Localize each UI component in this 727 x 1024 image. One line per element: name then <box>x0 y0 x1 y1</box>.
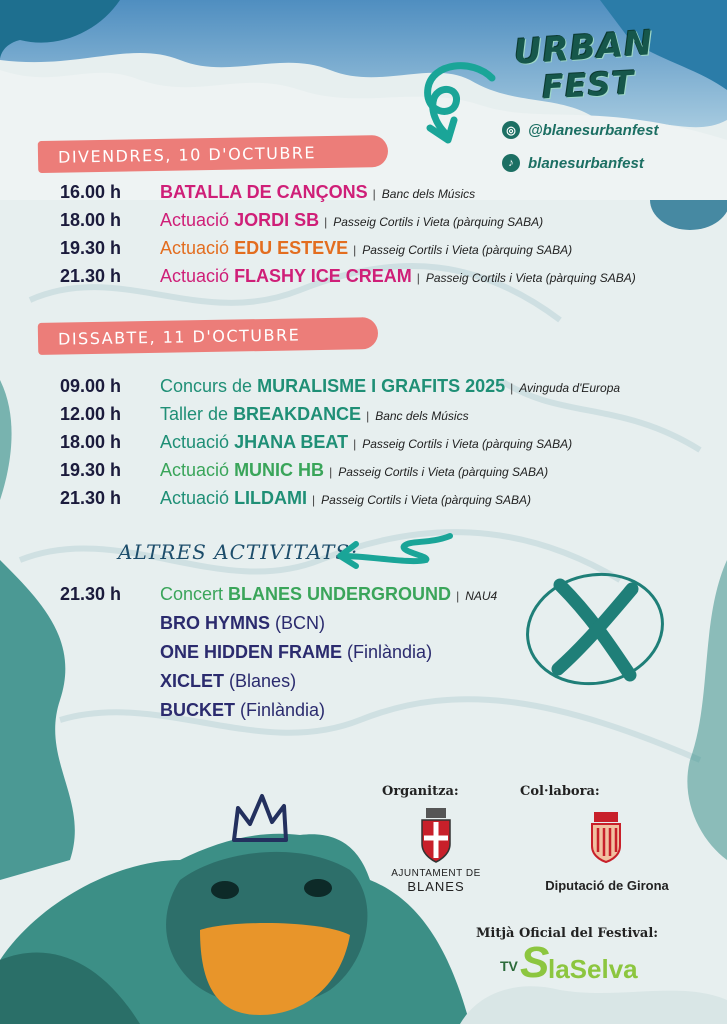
band-origin: (BCN) <box>275 613 326 633</box>
logo-line-2: FEST <box>541 63 636 107</box>
tv-name: laSelva <box>548 954 638 984</box>
event-time: 19.30 h <box>60 238 122 258</box>
other-event-row <box>60 584 497 608</box>
event-activity <box>160 432 348 453</box>
day2-event-row <box>60 460 548 484</box>
left-arrow-icon <box>330 530 460 570</box>
diputacio-girona-shield-icon <box>588 812 624 864</box>
separator: | <box>329 465 333 479</box>
band-item <box>160 613 325 634</box>
event-venue: NAU4 <box>465 589 498 603</box>
logo-line-1: URBAN <box>512 23 655 73</box>
instagram-handle[interactable] <box>502 121 659 139</box>
day1-title: DIVENDRES, 10 D'OCTUBRE <box>57 142 317 167</box>
event-time: 18.00 h <box>60 210 122 230</box>
separator: | <box>510 381 514 395</box>
event-activity <box>160 266 412 287</box>
event-name: FLASHY ICE CREAM <box>234 266 412 286</box>
day2-banner <box>38 317 379 355</box>
ajuntament-line-1: AJUNTAMENT DE <box>391 868 481 879</box>
diputacio-text: Diputació de Girona <box>545 878 669 893</box>
instagram-icon: ◎ <box>502 121 520 139</box>
event-venue: Passeig Cortils i Vieta (pàrquing SABA) <box>333 215 544 229</box>
event-time: 09.00 h <box>60 376 122 396</box>
event-time: 12.00 h <box>60 404 122 424</box>
event-activity <box>160 238 348 259</box>
band-name: XICLET <box>160 671 225 691</box>
event-activity <box>160 584 451 605</box>
event-name: JHANA BEAT <box>234 432 349 452</box>
event-venue: Passeig Cortils i Vieta (pàrquing SABA) <box>338 465 549 479</box>
event-time: 16.00 h <box>60 182 122 202</box>
event-prefix: Concert <box>160 584 224 604</box>
day1-event-row <box>60 238 572 262</box>
event-prefix: Actuació <box>160 432 230 452</box>
tiktok-text: blanesurbanfest <box>528 154 644 172</box>
event-prefix: Actuació <box>160 488 230 508</box>
event-activity <box>160 404 361 425</box>
circled-x-icon <box>520 565 670 690</box>
event-time: 21.30 h <box>60 584 122 604</box>
ajuntament-blanes-shield-icon <box>418 808 454 864</box>
event-name: BREAKDANCE <box>233 404 362 424</box>
separator: | <box>312 493 316 507</box>
s-logo-icon: S <box>520 938 550 987</box>
event-name: BATALLA DE CANÇONS <box>160 182 368 202</box>
event-activity <box>160 460 324 481</box>
separator: | <box>372 187 376 201</box>
event-venue: Passeig Cortils i Vieta (pàrquing SABA) <box>362 437 573 451</box>
event-activity <box>160 376 505 397</box>
day2-event-row <box>60 404 469 428</box>
event-time: 21.30 h <box>60 266 122 286</box>
day2-event-row <box>60 376 620 400</box>
event-time: 19.30 h <box>60 460 122 480</box>
instagram-text: @blanesurbanfest <box>528 121 659 139</box>
band-name: BUCKET <box>160 700 235 720</box>
event-name: JORDI SB <box>234 210 320 230</box>
ajuntament-text <box>384 868 488 894</box>
curly-arrow-icon <box>412 58 504 150</box>
event-prefix: Concurs de <box>160 376 253 396</box>
band-item <box>160 671 296 692</box>
band-origin: (Finlàndia) <box>347 642 433 662</box>
separator: | <box>416 271 420 285</box>
event-venue: Passeig Cortils i Vieta (pàrquing SABA) <box>321 493 532 507</box>
ajuntament-line-2: BLANES <box>407 879 465 894</box>
tiktok-handle[interactable] <box>502 154 644 172</box>
band-name: BRO HYMNS <box>160 613 271 633</box>
event-prefix: Actuació <box>160 238 230 258</box>
event-prefix: Actuació <box>160 266 230 286</box>
band-origin: (Blanes) <box>229 671 297 691</box>
band-origin: (Finlàndia) <box>240 700 326 720</box>
event-activity <box>160 210 319 231</box>
event-time: 21.30 h <box>60 488 122 508</box>
mitja-oficial-label: Mitjà Oficial del Festival: <box>476 926 659 941</box>
separator: | <box>456 589 460 603</box>
event-name: BLANES UNDERGROUND <box>228 584 452 604</box>
separator: | <box>353 243 357 257</box>
event-activity <box>160 182 368 203</box>
event-venue: Passeig Cortils i Vieta (pàrquing SABA) <box>362 243 573 257</box>
tiktok-icon: ♪ <box>502 154 520 172</box>
day2-event-row <box>60 432 572 456</box>
event-prefix: Taller de <box>160 404 229 424</box>
event-venue: Passeig Cortils i Vieta (pàrquing SABA) <box>425 271 636 285</box>
event-name: LILDAMI <box>234 488 308 508</box>
separator: | <box>324 215 328 229</box>
event-venue: Banc dels Músics <box>381 187 476 201</box>
tv-prefix: TV <box>500 958 518 974</box>
day1-banner <box>38 135 389 173</box>
separator: | <box>366 409 370 423</box>
event-venue: Banc dels Músics <box>375 409 469 423</box>
event-time: 18.00 h <box>60 432 122 452</box>
band-name: ONE HIDDEN FRAME <box>160 642 343 662</box>
event-prefix: Actuació <box>160 460 230 480</box>
day2-title: DISSABTE, 11 D'OCTUBRE <box>57 324 301 349</box>
band-item <box>160 700 325 721</box>
col-labora-label: Col·labora: <box>520 784 600 799</box>
organitza-label: Organitza: <box>382 784 459 799</box>
event-activity <box>160 488 307 509</box>
day2-event-row <box>60 488 531 512</box>
event-name: EDU ESTEVE <box>234 238 349 258</box>
separator: | <box>353 437 357 451</box>
event-name: MUNIC HB <box>234 460 325 480</box>
other-activities-title: ALTRES ACTIVITATS: <box>118 540 358 564</box>
day1-event-row <box>60 182 475 206</box>
event-name: MURALISME I GRAFITS 2025 <box>257 376 506 396</box>
day1-event-row <box>60 210 543 234</box>
band-item <box>160 642 432 663</box>
tv-la-selva-logo <box>500 938 680 998</box>
event-venue: Avinguda d'Europa <box>519 381 621 395</box>
event-prefix: Actuació <box>160 210 230 230</box>
urban-fest-logo <box>508 23 668 112</box>
day1-event-row <box>60 266 636 290</box>
